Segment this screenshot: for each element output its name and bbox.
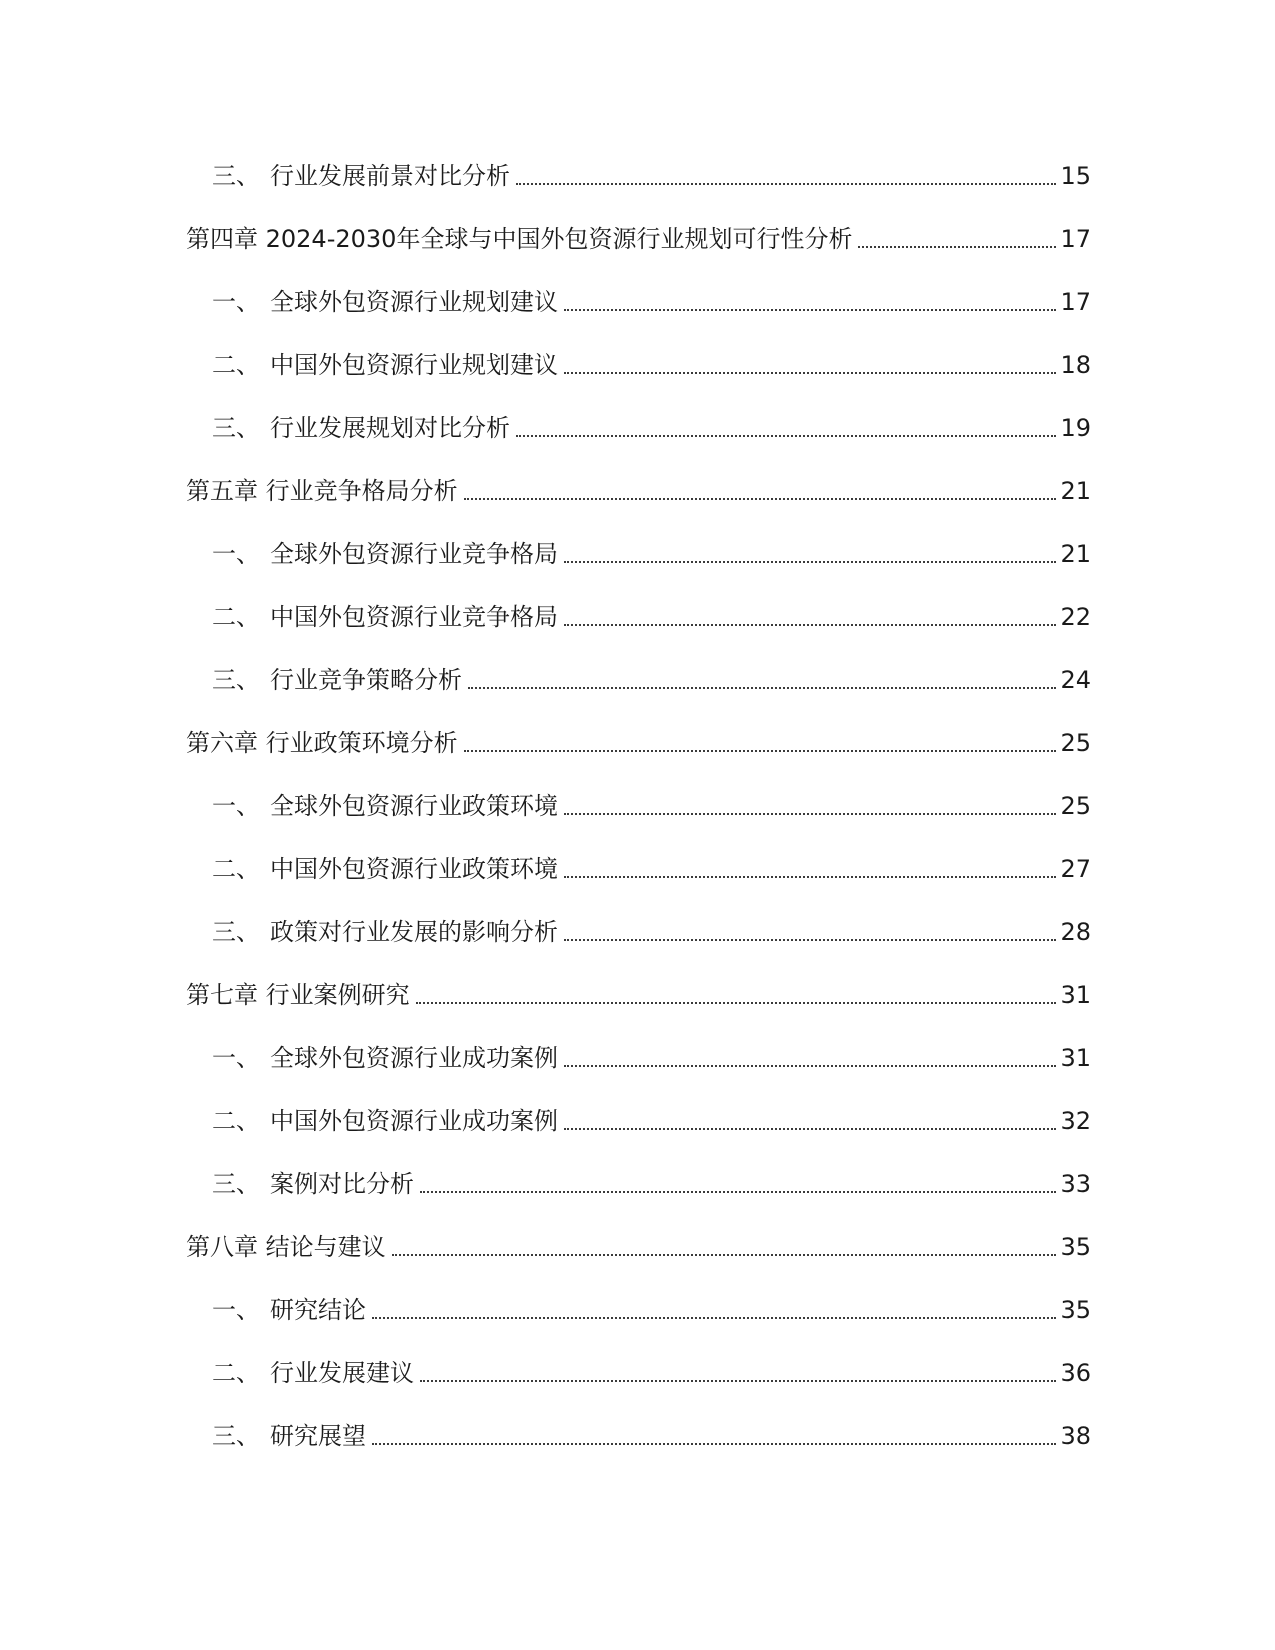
toc-entry-page: 32 (1060, 1107, 1091, 1135)
dot-leader (564, 939, 1056, 941)
toc-entry-title: 中国外包资源行业规划建议 (270, 351, 558, 379)
toc-entry-title: 政策对行业发展的影响分析 (270, 918, 558, 946)
toc-entry-page: 18 (1060, 351, 1091, 379)
toc-entry[interactable] (212, 1160, 1091, 1200)
toc-entry-title: 第四章 2024-2030年全球与中国外包资源行业规划可行性分析 (186, 225, 853, 253)
toc-entry-page: 28 (1060, 918, 1091, 946)
toc-entry[interactable] (186, 719, 1091, 759)
toc-entry-title: 案例对比分析 (270, 1170, 414, 1198)
toc-entry-number: 三、 (212, 1170, 260, 1198)
toc-entry-page: 31 (1060, 981, 1091, 1009)
toc-entry[interactable] (186, 215, 1091, 255)
toc-entry-number: 三、 (212, 1422, 260, 1450)
dot-leader (564, 813, 1056, 815)
dot-leader (516, 435, 1056, 437)
toc-entry-title: 全球外包资源行业成功案例 (270, 1044, 558, 1072)
dot-leader (564, 624, 1056, 626)
toc-entry[interactable] (212, 1034, 1091, 1074)
toc-entry-page: 33 (1060, 1170, 1091, 1198)
toc-entry-page: 35 (1060, 1296, 1091, 1324)
toc-entry-page: 35 (1060, 1233, 1091, 1261)
toc-entry[interactable] (212, 782, 1091, 822)
toc-entry[interactable] (212, 1097, 1091, 1137)
toc-entry-number: 一、 (212, 792, 260, 820)
toc-entry-number: 二、 (212, 351, 260, 379)
toc-entry-number: 二、 (212, 603, 260, 631)
toc-entry[interactable] (212, 530, 1091, 570)
dot-leader (564, 1128, 1056, 1130)
toc-entry-number: 三、 (212, 162, 260, 190)
toc-entry-title: 中国外包资源行业竞争格局 (270, 603, 558, 631)
toc-entry-page: 21 (1060, 477, 1091, 505)
toc-entry-title: 行业发展建议 (270, 1359, 414, 1387)
dot-leader (858, 246, 1056, 248)
dot-leader (372, 1317, 1056, 1319)
toc-entry-title: 第八章 结论与建议 (186, 1233, 386, 1261)
toc-entry[interactable] (212, 404, 1091, 444)
toc-entry[interactable] (186, 467, 1091, 507)
dot-leader (564, 372, 1056, 374)
toc-entry-number: 一、 (212, 1296, 260, 1324)
dot-leader (416, 1002, 1057, 1004)
toc-entry[interactable] (212, 908, 1091, 948)
toc-entry-page: 31 (1060, 1044, 1091, 1072)
toc-entry-page: 19 (1060, 414, 1091, 442)
toc-entry-number: 二、 (212, 1359, 260, 1387)
toc-entry-page: 36 (1060, 1359, 1091, 1387)
dot-leader (468, 687, 1056, 689)
toc-entry-page: 15 (1060, 162, 1091, 190)
toc-entry[interactable] (212, 278, 1091, 318)
toc-entry[interactable] (212, 845, 1091, 885)
toc-entry-title: 行业发展前景对比分析 (270, 162, 510, 190)
toc-entry-page: 25 (1060, 792, 1091, 820)
toc-entry-title: 全球外包资源行业竞争格局 (270, 540, 558, 568)
toc-entry-number: 一、 (212, 1044, 260, 1072)
toc-entry-page: 17 (1060, 225, 1091, 253)
toc-entry-title: 行业竞争策略分析 (270, 666, 462, 694)
dot-leader (464, 498, 1057, 500)
toc-entry[interactable] (212, 1412, 1091, 1452)
toc-entry[interactable] (212, 152, 1091, 192)
toc-entry[interactable] (212, 593, 1091, 633)
toc-entry-title: 中国外包资源行业成功案例 (270, 1107, 558, 1135)
toc-entry-title: 行业发展规划对比分析 (270, 414, 510, 442)
dot-leader (420, 1380, 1056, 1382)
toc-entry-number: 一、 (212, 288, 260, 316)
dot-leader (564, 1065, 1056, 1067)
dot-leader (564, 309, 1056, 311)
toc-entry-title: 第七章 行业案例研究 (186, 981, 410, 1009)
dot-leader (516, 183, 1056, 185)
toc-entry-number: 三、 (212, 414, 260, 442)
toc-entry-page: 24 (1060, 666, 1091, 694)
toc-entry-number: 三、 (212, 918, 260, 946)
toc-entry-title: 全球外包资源行业政策环境 (270, 792, 558, 820)
toc-entry-number: 二、 (212, 1107, 260, 1135)
toc-entry-number: 二、 (212, 855, 260, 883)
toc-entry[interactable] (212, 341, 1091, 381)
dot-leader (564, 876, 1056, 878)
toc-entry[interactable] (212, 1286, 1091, 1326)
toc-entry[interactable] (212, 1349, 1091, 1389)
toc-entry-number: 一、 (212, 540, 260, 568)
toc-entry-number: 三、 (212, 666, 260, 694)
toc-entry-title: 研究结论 (270, 1296, 366, 1324)
toc-entry-page: 27 (1060, 855, 1091, 883)
toc-entry-page: 38 (1060, 1422, 1091, 1450)
dot-leader (420, 1191, 1056, 1193)
toc-entry-page: 25 (1060, 729, 1091, 757)
toc-entry-title: 中国外包资源行业政策环境 (270, 855, 558, 883)
toc-entry-title: 全球外包资源行业规划建议 (270, 288, 558, 316)
dot-leader (392, 1254, 1057, 1256)
toc-entry[interactable] (186, 1223, 1091, 1263)
toc-entry-title: 研究展望 (270, 1422, 366, 1450)
toc-entry[interactable] (212, 656, 1091, 696)
toc-entry-title: 第五章 行业竞争格局分析 (186, 477, 458, 505)
toc-entry-page: 17 (1060, 288, 1091, 316)
toc-entry-page: 21 (1060, 540, 1091, 568)
dot-leader (372, 1443, 1056, 1445)
toc-entry-title: 第六章 行业政策环境分析 (186, 729, 458, 757)
dot-leader (464, 750, 1057, 752)
dot-leader (564, 561, 1056, 563)
toc-entry[interactable] (186, 971, 1091, 1011)
toc-entry-page: 22 (1060, 603, 1091, 631)
